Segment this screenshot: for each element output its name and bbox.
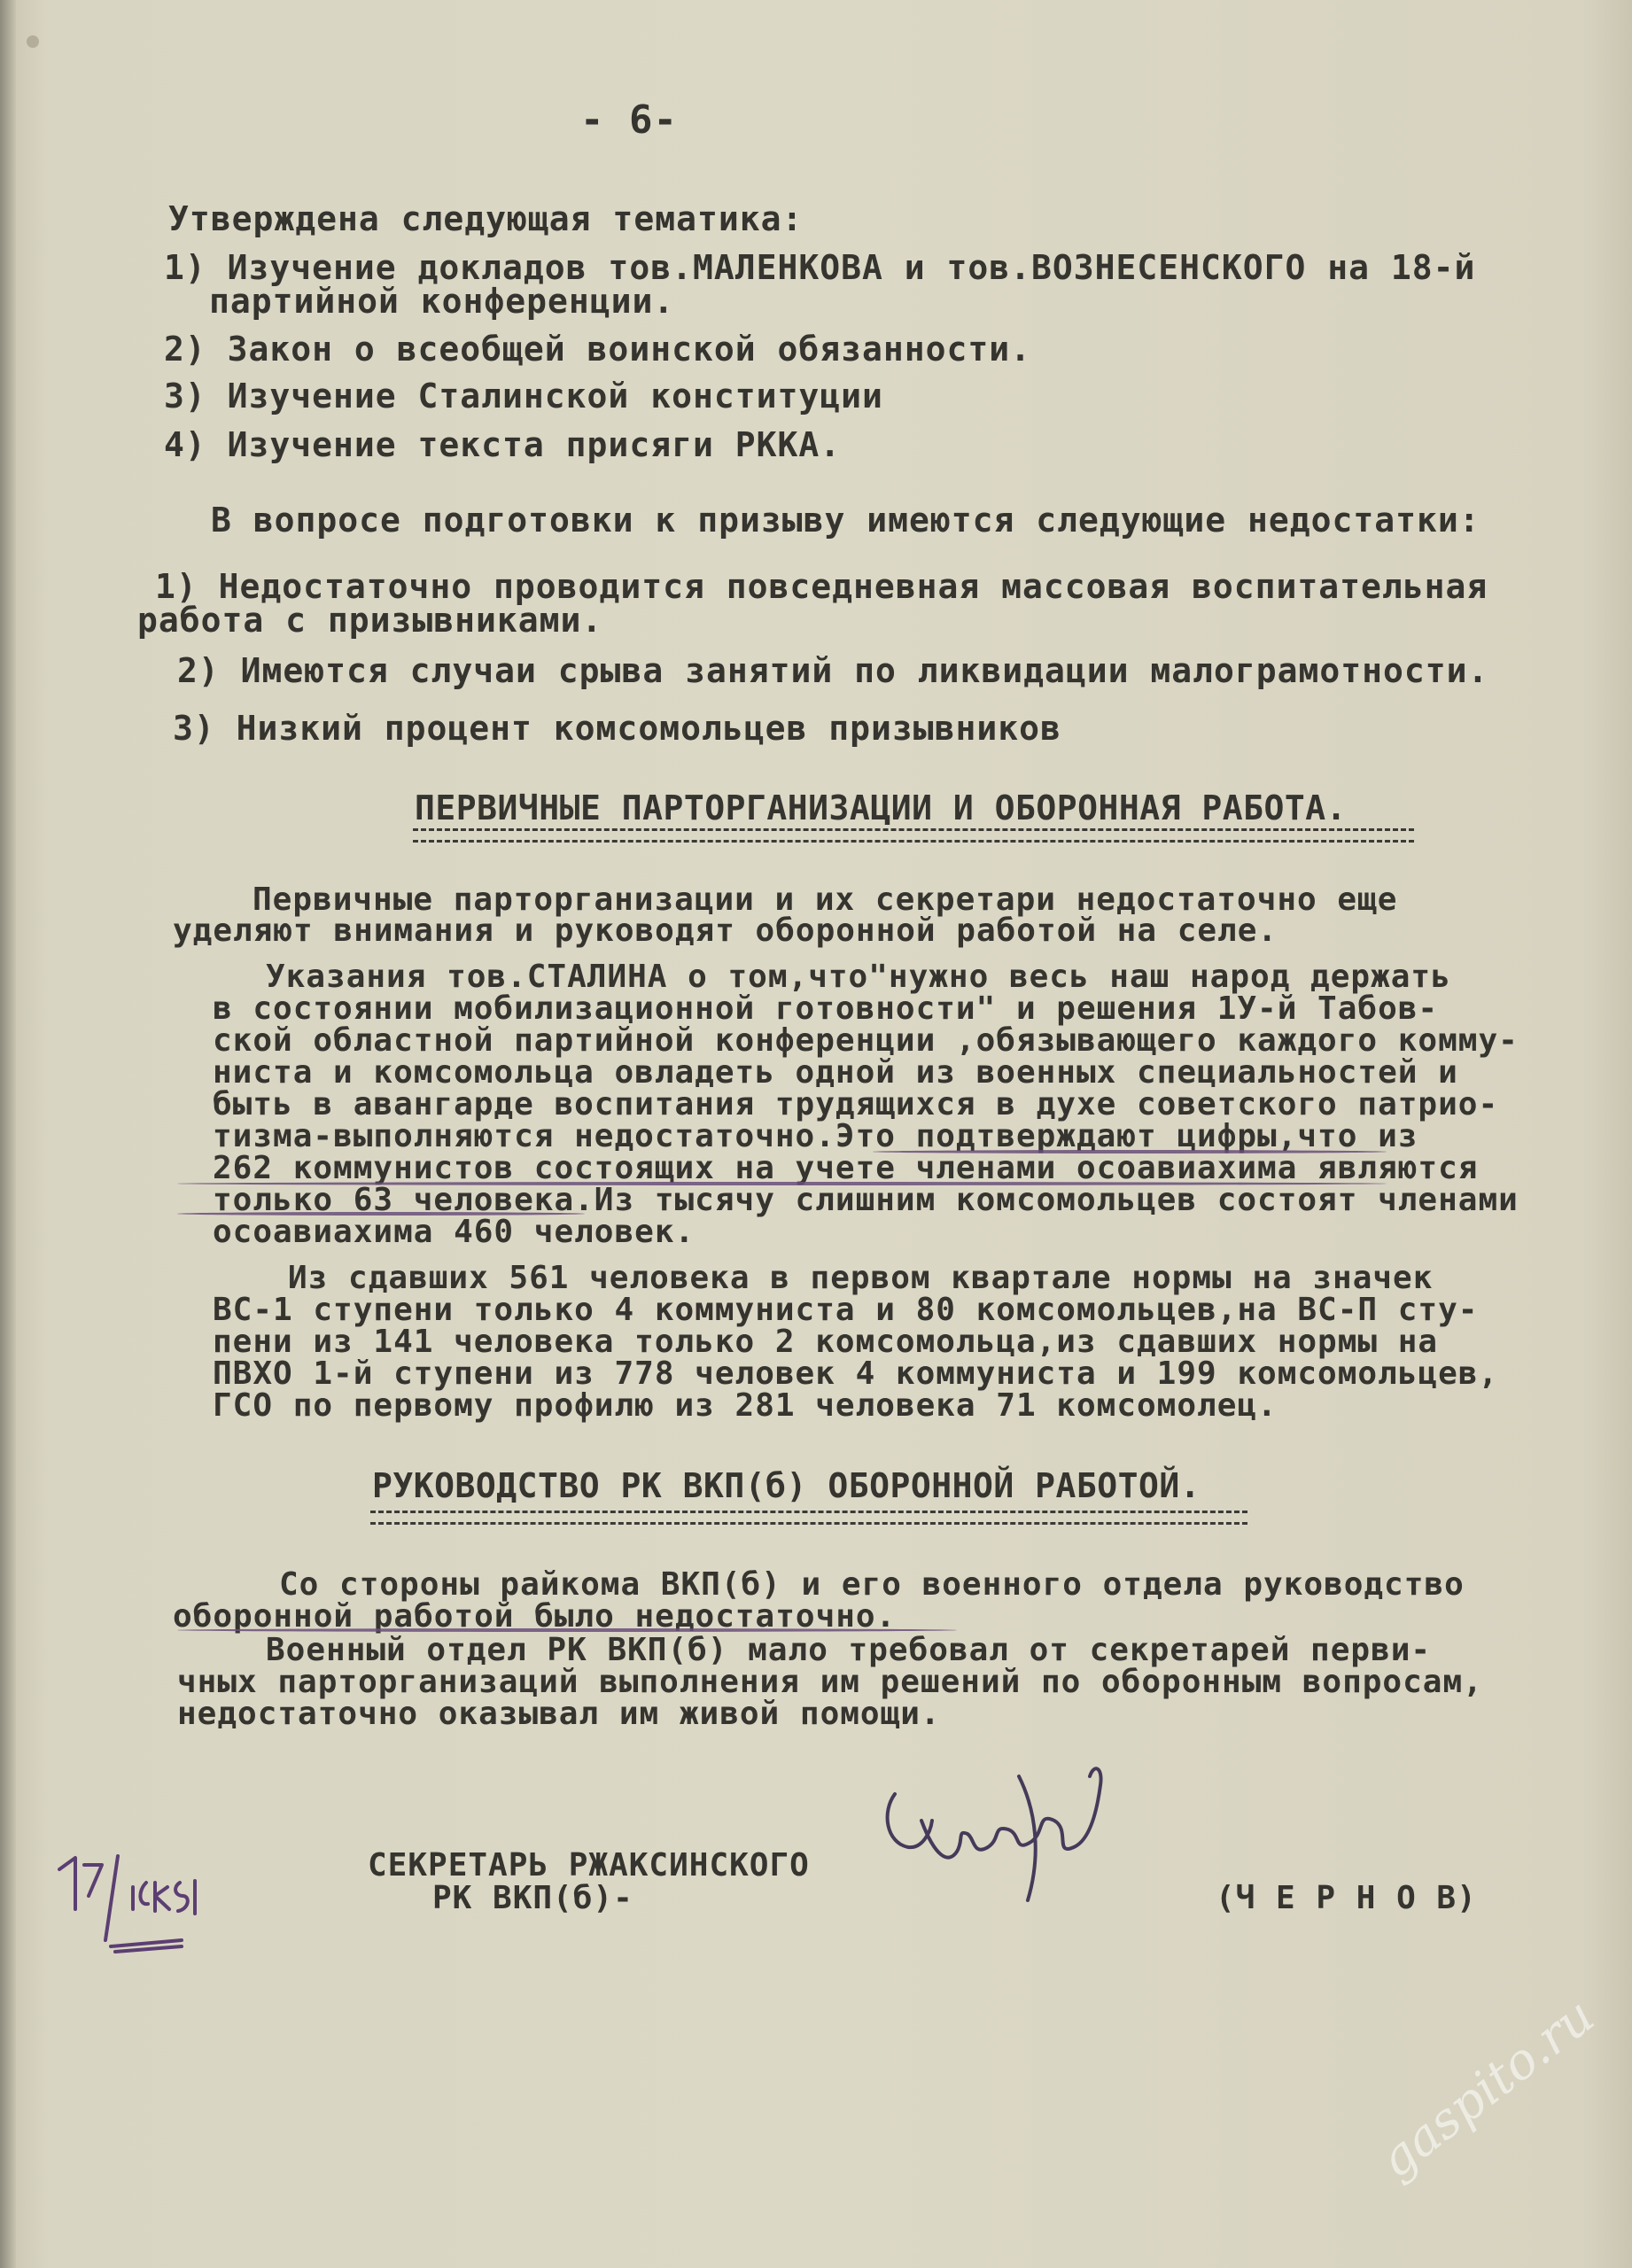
signature-title: РК ВКП(б)- xyxy=(432,1880,633,1916)
paragraph-line: Указания тов.СТАЛИНА о том,что"нужно весь наш народ держать xyxy=(266,959,1451,995)
title-double-underline xyxy=(370,1511,1247,1525)
signature-title: СЕКРЕТАРЬ РЖАКСИНСКОГО xyxy=(368,1847,810,1884)
paragraph-line: ВС-1 ступени только 4 коммуниста и 80 комсомольцев,на ВС-П сту- xyxy=(213,1292,1479,1328)
handwritten-date xyxy=(49,1847,217,1953)
title-double-underline xyxy=(413,828,1414,843)
paragraph-line: пени из 141 человека только 2 комсомольца,из сдавших нормы на xyxy=(213,1324,1439,1360)
shortcoming-item: 3) Низкий процент комсомольцев призывников xyxy=(173,709,1061,748)
shortcoming-item: работа с призывниками. xyxy=(137,601,603,640)
pencil-underline xyxy=(873,1150,1387,1153)
topic-item: партийной конференции. xyxy=(209,282,675,321)
topic-item: 4) Изучение текста присяги РККА. xyxy=(164,425,842,464)
shortcoming-item: 2) Имеются случаи срыва занятий по ликвидации малограмотности. xyxy=(177,651,1489,690)
section-title: РУКОВОДСТВО РК ВКП(б) ОБОРОННОЙ РАБОТОЙ. xyxy=(372,1466,1201,1505)
section-title: ПЕРВИЧНЫЕ ПАРТОРГАНИЗАЦИИ И ОБОРОННАЯ РАБОТА. xyxy=(415,788,1348,827)
paragraph-line: ПВХО 1-й ступени из 778 человек 4 коммуниста и 199 комсомольцев, xyxy=(213,1355,1499,1392)
page-edge xyxy=(0,0,16,2268)
paragraph-line: осоавиахима 460 человек. xyxy=(213,1214,696,1250)
paragraph-line: ниста и комсомольца овладеть одной из военных специальностей и xyxy=(213,1054,1458,1091)
paragraph-line: чных парторганизаций выполнения им решений по оборонным вопросам, xyxy=(177,1664,1483,1700)
page-number: - 6- xyxy=(580,97,678,143)
paragraph-line: ской областной партийной конференции ,обязывающего каждого комму- xyxy=(213,1022,1519,1059)
paragraph-line: уделяют внимания и руководят оборонной работой на селе. xyxy=(173,913,1278,949)
topic-item: 1) Изучение докладов тов.МАЛЕНКОВА и тов.ВОЗНЕСЕНСКОГО на 18-й xyxy=(164,248,1476,287)
topics-intro: Утверждена следующая тематика: xyxy=(168,199,804,238)
shortcomings-intro: В вопросе подготовки к призыву имеются следующие недостатки: xyxy=(211,501,1480,540)
paragraph-line: Военный отдел РК ВКП(б) мало требовал от секретарей перви- xyxy=(266,1632,1432,1668)
paragraph-line: ГСО по первому профилю из 281 человека 71 комсомолец. xyxy=(213,1387,1278,1424)
signatory-name: (Ч Е Р Н О В) xyxy=(1216,1880,1477,1916)
topic-item: 3) Изучение Сталинской конституции xyxy=(164,377,883,416)
pencil-underline xyxy=(177,1182,1387,1185)
shortcoming-item: 1) Недостаточно проводится повседневная массовая воспитательная xyxy=(155,567,1488,606)
paragraph-line: в состоянии мобилизационной готовности" и решения 1У-й Табов- xyxy=(213,990,1439,1027)
paragraph-line: Первичные парторганизации и их секретари недостаточно еще xyxy=(253,882,1398,918)
topic-item: 2) Закон о всеобщей воинской обязанности. xyxy=(164,330,1031,369)
paragraph-line: недостаточно оказывал им живой помощи. xyxy=(177,1696,941,1732)
handwritten-signature xyxy=(868,1759,1134,1905)
watermark: gaspito.ru xyxy=(1369,1986,1605,2190)
paragraph-line: Из сдавших 561 человека в первом квартале нормы на значек xyxy=(288,1260,1434,1296)
paragraph-line: оборонной работой было недостаточно. xyxy=(173,1598,897,1635)
paragraph-line: только 63 человека.Из тысячу слишним комсомольцев состоят членами xyxy=(213,1182,1519,1218)
paragraph-line: 262 коммунистов состоящих на учете членами осоавиахима являются xyxy=(213,1150,1479,1186)
paragraph-line: быть в авангарде воспитания трудящихся в духе советского патрио- xyxy=(213,1086,1499,1122)
paragraph-line: тизма-выполняются недостаточно.Это подтверждают цифры,что из xyxy=(213,1118,1418,1154)
punch-hole xyxy=(27,35,39,48)
paragraph-line: Со стороны райкома ВКП(б) и его военного отдела руководство xyxy=(279,1566,1465,1603)
pencil-underline xyxy=(177,1212,585,1216)
